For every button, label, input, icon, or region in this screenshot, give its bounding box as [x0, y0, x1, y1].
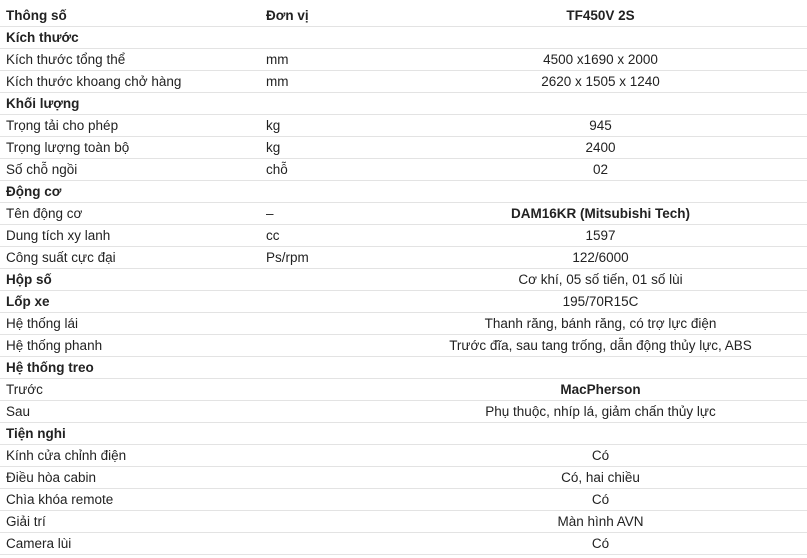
row-value	[394, 27, 807, 49]
row-unit: kg	[260, 115, 394, 137]
section-row	[0, 93, 807, 115]
row-value: Cơ khí, 05 số tiến, 01 số lùi	[394, 269, 807, 291]
table-row	[0, 467, 807, 489]
row-unit: cc	[260, 225, 394, 247]
section-label: Hộp số	[0, 269, 260, 291]
table-row	[0, 247, 807, 269]
spec-table-body	[0, 5, 807, 555]
section-label: Kích thước	[0, 27, 260, 49]
section-row	[0, 357, 807, 379]
row-label: Trọng tải cho phép	[0, 115, 260, 137]
row-label: Giải trí	[0, 511, 260, 533]
table-row	[0, 533, 807, 555]
section-label: Động cơ	[0, 181, 260, 203]
row-label: Trọng lượng toàn bộ	[0, 137, 260, 159]
row-unit	[260, 269, 394, 291]
row-label: Số chỗ ngồi	[0, 159, 260, 181]
header-unit: Đơn vị	[260, 5, 394, 27]
row-unit	[260, 533, 394, 555]
row-unit	[260, 467, 394, 489]
row-label: Dung tích xy lanh	[0, 225, 260, 247]
row-label: Camera lùi	[0, 533, 260, 555]
row-label: Kích thước tổng thể	[0, 49, 260, 71]
row-value	[394, 357, 807, 379]
row-label: Kích thước khoang chở hàng	[0, 71, 260, 93]
row-unit: Ps/rpm	[260, 247, 394, 269]
header-model: TF450V 2S	[394, 5, 807, 27]
row-value: Có	[394, 533, 807, 555]
row-unit	[260, 401, 394, 423]
row-label: Công suất cực đại	[0, 247, 260, 269]
row-label: Tên động cơ	[0, 203, 260, 225]
row-unit	[260, 379, 394, 401]
section-label: Tiện nghi	[0, 423, 260, 445]
row-label: Hệ thống phanh	[0, 335, 260, 357]
section-row	[0, 269, 807, 291]
row-unit: –	[260, 203, 394, 225]
table-row	[0, 313, 807, 335]
row-value: Thanh răng, bánh răng, có trợ lực điện	[394, 313, 807, 335]
table-row	[0, 401, 807, 423]
row-value: 945	[394, 115, 807, 137]
row-label: Hệ thống lái	[0, 313, 260, 335]
row-value: 4500 x1690 x 2000	[394, 49, 807, 71]
table-row	[0, 445, 807, 467]
row-unit	[260, 511, 394, 533]
table-row	[0, 489, 807, 511]
row-unit: kg	[260, 137, 394, 159]
row-unit	[260, 291, 394, 313]
section-label: Lốp xe	[0, 291, 260, 313]
section-label: Khối lượng	[0, 93, 260, 115]
row-label: Trước	[0, 379, 260, 401]
row-unit: chỗ	[260, 159, 394, 181]
table-row	[0, 379, 807, 401]
row-unit	[260, 313, 394, 335]
table-header-row	[0, 5, 807, 27]
row-value: Màn hình AVN	[394, 511, 807, 533]
row-label: Kính cửa chỉnh điện	[0, 445, 260, 467]
header-param: Thông số	[0, 5, 260, 27]
row-value: 1597	[394, 225, 807, 247]
table-row	[0, 203, 807, 225]
table-row	[0, 159, 807, 181]
table-row	[0, 115, 807, 137]
row-unit: mm	[260, 71, 394, 93]
section-label: Hệ thống treo	[0, 357, 260, 379]
row-value	[394, 93, 807, 115]
row-unit	[260, 357, 394, 379]
row-unit	[260, 181, 394, 203]
table-row	[0, 335, 807, 357]
row-unit	[260, 93, 394, 115]
row-value: Có	[394, 489, 807, 511]
table-row	[0, 49, 807, 71]
row-unit	[260, 335, 394, 357]
row-value: 02	[394, 159, 807, 181]
row-value	[394, 423, 807, 445]
section-row	[0, 27, 807, 49]
row-value: Trước đĩa, sau tang trống, dẫn động thủy lực, ABS	[394, 335, 807, 357]
row-value: 2400	[394, 137, 807, 159]
row-label: Điều hòa cabin	[0, 467, 260, 489]
row-value: 195/70R15C	[394, 291, 807, 313]
row-value: 2620 x 1505 x 1240	[394, 71, 807, 93]
row-value: Có	[394, 445, 807, 467]
row-unit: mm	[260, 49, 394, 71]
table-row	[0, 225, 807, 247]
row-value: DAM16KR (Mitsubishi Tech)	[394, 203, 807, 225]
spec-table	[0, 5, 807, 555]
row-value: MacPherson	[394, 379, 807, 401]
section-row	[0, 423, 807, 445]
row-unit	[260, 489, 394, 511]
row-value: Có, hai chiều	[394, 467, 807, 489]
row-value: Phụ thuộc, nhíp lá, giảm chấn thủy lực	[394, 401, 807, 423]
table-row	[0, 511, 807, 533]
table-row	[0, 137, 807, 159]
row-value	[394, 181, 807, 203]
row-value: 122/6000	[394, 247, 807, 269]
row-label: Chìa khóa remote	[0, 489, 260, 511]
section-row	[0, 291, 807, 313]
row-unit	[260, 423, 394, 445]
row-unit	[260, 27, 394, 49]
row-unit	[260, 445, 394, 467]
row-label: Sau	[0, 401, 260, 423]
section-row	[0, 181, 807, 203]
table-row	[0, 71, 807, 93]
